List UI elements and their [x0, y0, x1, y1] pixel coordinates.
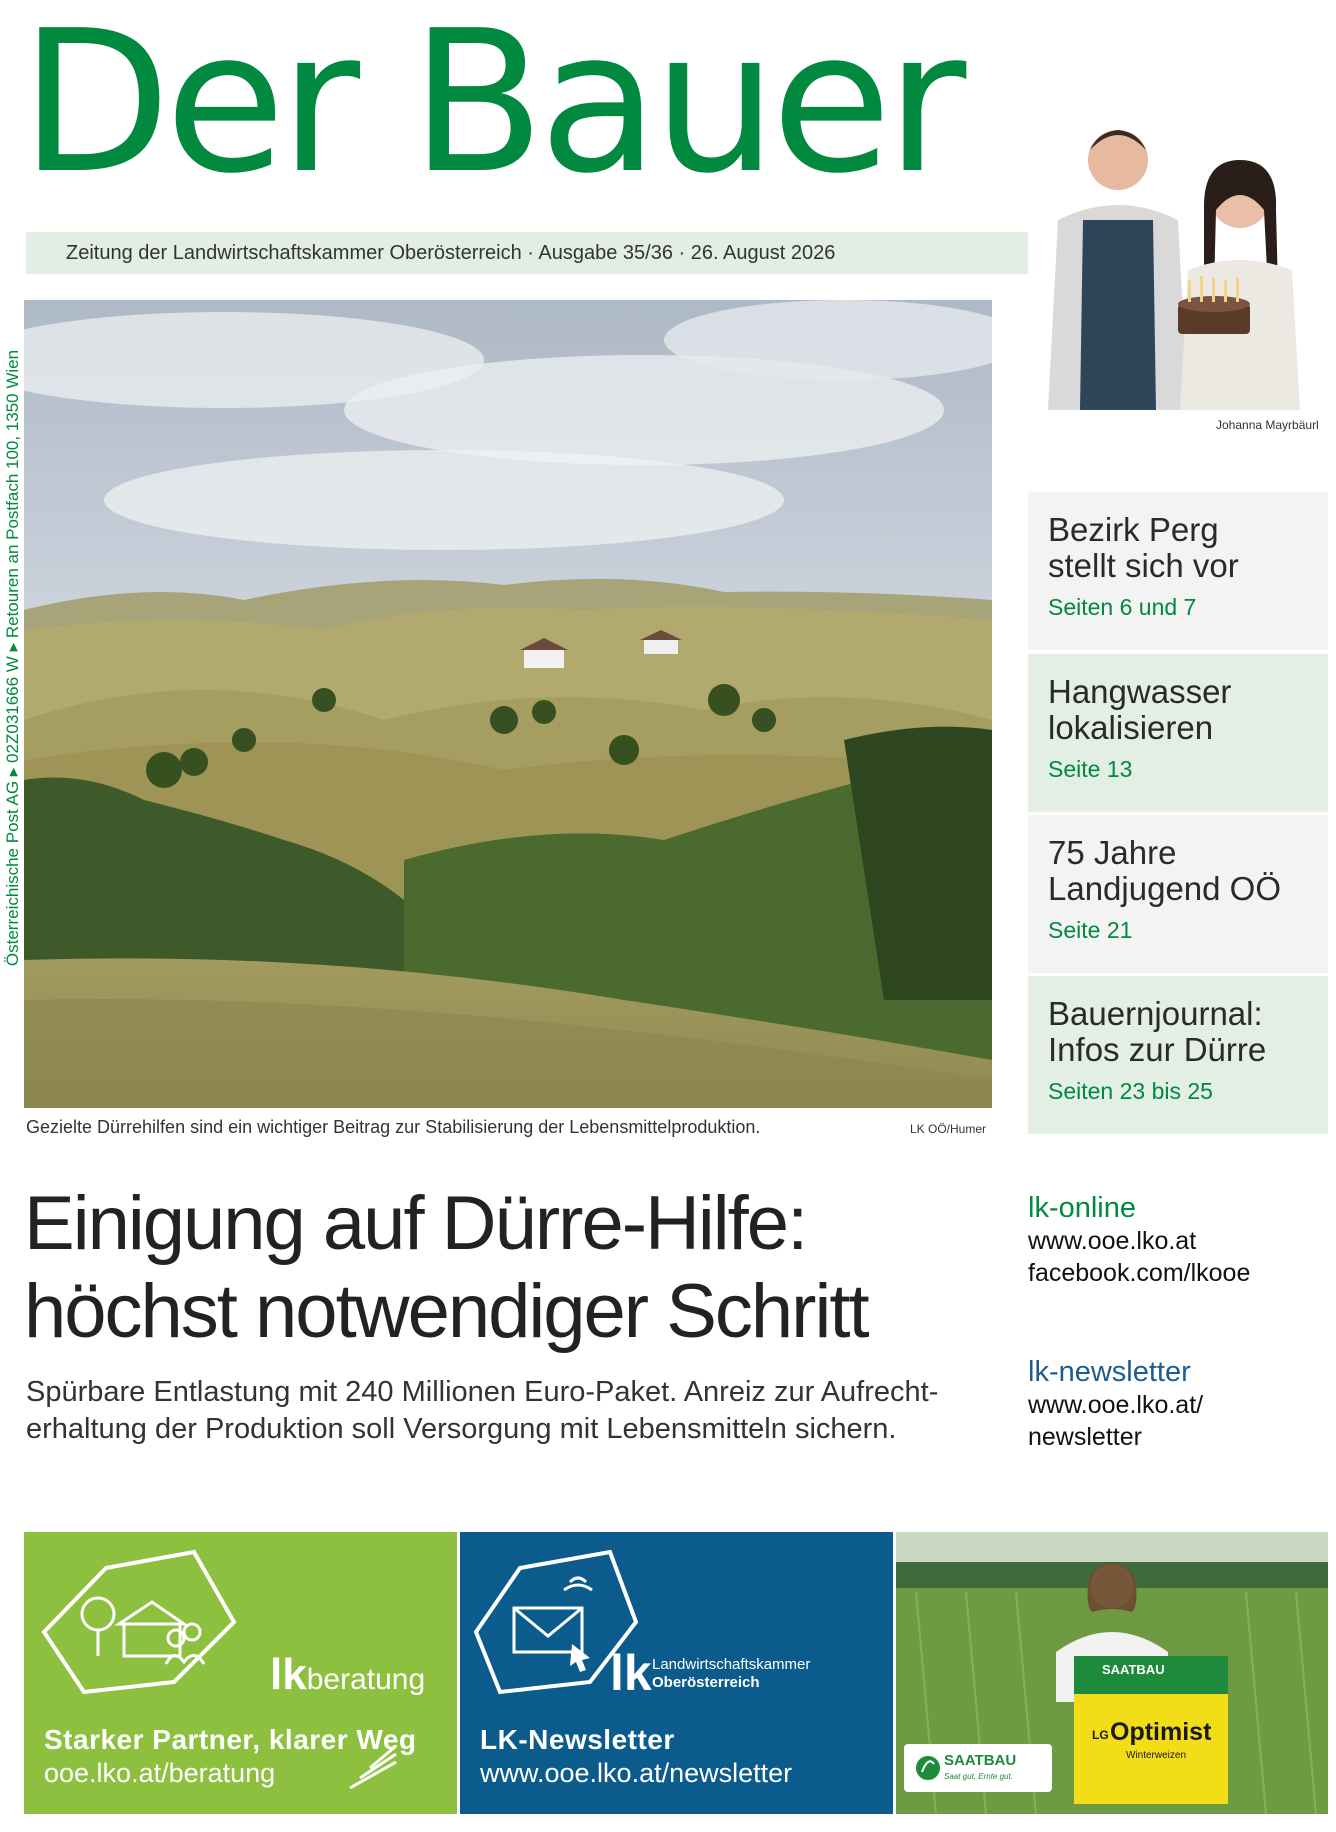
ad-url[interactable]: ooe.lko.at/beratung	[44, 1758, 276, 1788]
saatbau-logo	[904, 1744, 1052, 1792]
teaser-hangwasser[interactable]	[1028, 654, 1328, 812]
people-photo-credit: Johanna Mayrbäurl	[1216, 418, 1319, 432]
lk-logo-mark: lk	[270, 1650, 307, 1699]
teaser-page-ref: Seite 13	[1048, 756, 1133, 782]
lk-newsletter-links	[1028, 1356, 1203, 1453]
teaser-page-ref: Seiten 23 bis 25	[1048, 1078, 1213, 1104]
lk-beratung-logo	[270, 1650, 425, 1700]
teaser-title-line: lokalisieren	[1048, 709, 1214, 746]
hero-caption: Gezielte Dürrehilfen sind ein wichtiger Beitrag zur Stabilisierung der Lebensmittelproduktion.	[26, 1117, 761, 1137]
main-headline[interactable]	[24, 1180, 868, 1356]
teaser-title-line: 75 Jahre	[1048, 834, 1177, 871]
sign-variety: Winterweizen	[1126, 1750, 1187, 1761]
masthead-title: Der Bauer	[20, 0, 961, 217]
portrait-illustration	[1028, 110, 1330, 410]
subheadline-line: erhaltung der Produktion soll Versorgung mit Lebensmitteln sichern.	[26, 1413, 897, 1445]
ad-saatbau[interactable]	[896, 1532, 1328, 1814]
teaser-title-line: Bauernjournal:	[1048, 995, 1263, 1032]
teaser-title	[1048, 674, 1328, 746]
lk-logo-mark: lk	[610, 1645, 652, 1701]
lk-newsletter-label: lk-newsletter	[1028, 1356, 1191, 1388]
org-name-line: Oberösterreich	[652, 1674, 760, 1691]
teaser-title-line: Hangwasser	[1048, 673, 1232, 710]
people-photo	[1028, 110, 1330, 410]
teaser-title-line: Infos zur Dürre	[1048, 1031, 1267, 1068]
lk-online-label: lk-online	[1028, 1192, 1136, 1224]
sign-brand: SAATBAU	[1074, 1656, 1228, 1694]
teaser-title	[1048, 835, 1328, 907]
teaser-title	[1048, 512, 1328, 584]
sign-lg-label: LG	[1092, 1728, 1109, 1742]
sign-product-name: Optimist	[1110, 1718, 1212, 1746]
teaser-page-ref: Seiten 6 und 7	[1048, 594, 1197, 620]
teaser-title-line: Bezirk Perg	[1048, 511, 1219, 548]
teaser-landjugend[interactable]	[1028, 815, 1328, 973]
teaser-bauernjournal[interactable]	[1028, 976, 1328, 1134]
teaser-title-line: stellt sich vor	[1048, 547, 1239, 584]
lk-online-links	[1028, 1192, 1250, 1289]
hero-photo-credit: LK OÖ/Humer	[910, 1122, 987, 1136]
optimist-product-sign	[1074, 1656, 1228, 1808]
ad-title: Starker Partner, klarer Weg	[44, 1724, 417, 1755]
headline-line: höchst notwendiger Schritt	[24, 1269, 868, 1354]
newsletter-link[interactable]	[1028, 1389, 1203, 1453]
teaser-title-line: Landjugend OÖ	[1048, 870, 1282, 907]
newsletter-link-line: www.ooe.lko.at/	[1028, 1391, 1204, 1419]
subheadline	[26, 1374, 1006, 1448]
teaser-bezirk-perg[interactable]	[1028, 492, 1328, 650]
headline-line: Einigung auf Dürre-Hilfe:	[24, 1181, 807, 1266]
landscape-illustration	[24, 300, 992, 1108]
hero-photo	[24, 300, 992, 1108]
newsletter-link-line: newsletter	[1028, 1423, 1142, 1451]
website-link[interactable]: www.ooe.lko.at	[1028, 1227, 1197, 1255]
badge-brand: SAATBAU	[944, 1752, 1017, 1769]
ad-title: LK-Newsletter	[480, 1724, 675, 1755]
subheadline-line: Spürbare Entlastung mit 240 Millionen Euro-Paket. Anreiz zur Aufrecht-	[26, 1376, 939, 1408]
teaser-page-ref: Seite 21	[1048, 917, 1133, 943]
lk-logo-word: beratung	[306, 1663, 426, 1696]
ad-lk-beratung[interactable]	[24, 1532, 457, 1814]
issue-info-text: Zeitung der Landwirtschaftskammer Oberösterreich · Ausgabe 35/36 · 26. August 2026	[66, 242, 836, 264]
teaser-title	[1048, 996, 1328, 1068]
ad-lk-newsletter[interactable]	[460, 1532, 893, 1814]
sign-product-area	[1074, 1694, 1228, 1804]
badge-slogan: Saat gut, Ernte gut.	[944, 1772, 1013, 1781]
lk-org-name	[652, 1656, 810, 1692]
ad-url[interactable]: www.ooe.lko.at/newsletter	[480, 1758, 793, 1788]
postal-address: Österreichische Post AG ▸ 02Z031666 W ▸ Retouren an Postfach 100, 1350 Wien	[3, 349, 22, 967]
org-name-line: Landwirtschaftskammer	[652, 1656, 811, 1673]
saatbau-leaf-icon	[908, 1744, 948, 1792]
facebook-link[interactable]: facebook.com/lkooe	[1028, 1259, 1251, 1287]
